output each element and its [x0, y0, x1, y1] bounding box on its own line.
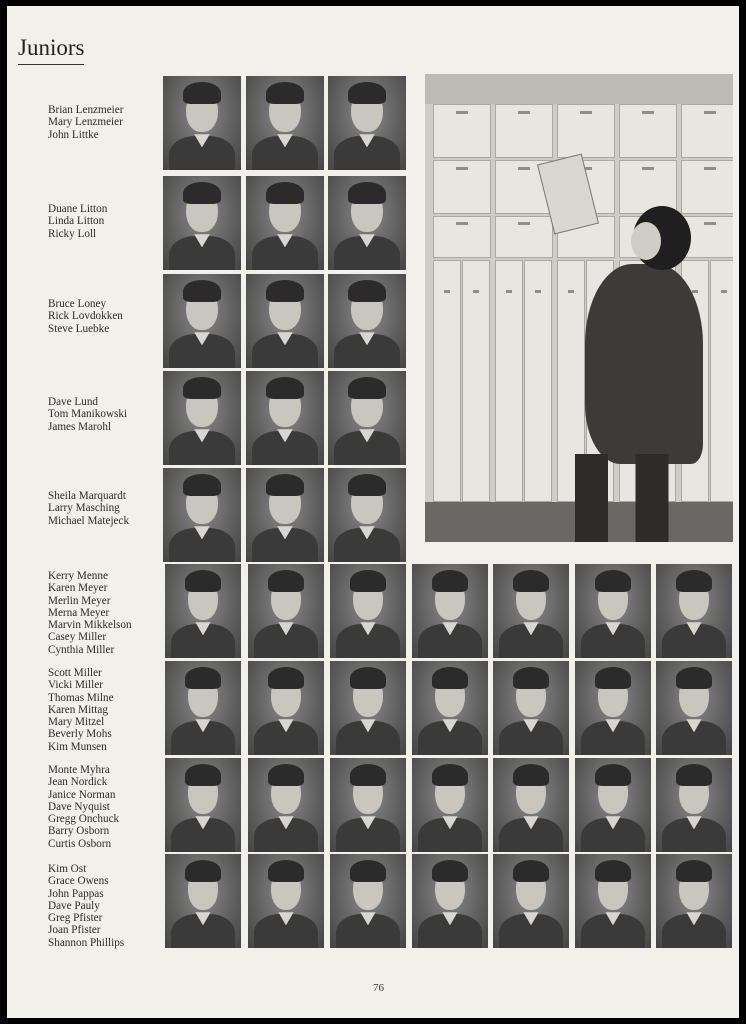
student-name: James Marohl: [48, 420, 112, 433]
name-list: [48, 570, 132, 656]
student-portrait: [165, 564, 241, 658]
student-portrait: [412, 564, 488, 658]
student-name: Shannon Phillips: [48, 936, 125, 949]
student-name: Merna Meyer: [48, 606, 110, 619]
yearbook-page: [7, 6, 739, 1018]
student-name: Kim Ost: [48, 863, 87, 875]
student-name: Karen Mittag: [48, 703, 108, 716]
student-name: Vicki Miller: [48, 679, 103, 692]
student-portrait: [493, 564, 569, 658]
student-name: Marvin Mikkelson: [48, 619, 132, 632]
student-name: Tom Manikowski: [48, 408, 128, 421]
name-list: [48, 764, 119, 850]
student-name: Grace Owens: [48, 875, 109, 888]
student-name: Dave Pauly: [48, 899, 100, 912]
student-portrait: [248, 854, 324, 948]
student-name: Mary Lenzmeier: [48, 116, 123, 129]
student-portrait: [656, 564, 732, 658]
student-portrait: [412, 661, 488, 755]
student-portrait: [165, 758, 241, 852]
student-portrait: [328, 468, 406, 562]
student-portrait: [412, 854, 488, 948]
student-name: Monte Myhra: [48, 764, 110, 776]
student-name: Dave Lund: [48, 396, 99, 408]
student-name: Duane Litton: [48, 203, 108, 215]
name-list: [48, 667, 114, 753]
student-name: Brian Lenzmeier: [48, 104, 124, 116]
student-name: Karen Meyer: [48, 582, 108, 595]
student-name: Thomas Milne: [48, 691, 114, 704]
student-name: Curtis Osborn: [48, 837, 112, 850]
student-portrait: [246, 76, 324, 170]
student-name: Kerry Menne: [48, 570, 108, 582]
student-name: Merlin Meyer: [48, 594, 111, 607]
student-portrait: [328, 371, 406, 465]
name-list: [48, 396, 127, 433]
student-name: Casey Miller: [48, 631, 107, 644]
student-portrait: [656, 854, 732, 948]
student-portrait: [575, 758, 651, 852]
student-name: Mary Mitzel: [48, 716, 105, 729]
page-number: 76: [373, 982, 384, 994]
student-portrait: [246, 176, 324, 270]
student-portrait: [248, 564, 324, 658]
student-portrait: [163, 468, 241, 562]
student-name: Beverly Mohs: [48, 728, 112, 741]
student-portrait: [656, 758, 732, 852]
student-portrait: [328, 274, 406, 368]
name-list: [48, 203, 107, 240]
student-name: Janice Norman: [48, 788, 116, 801]
student-name: Linda Litton: [48, 215, 105, 228]
student-name: Scott Miller: [48, 667, 102, 679]
student-name: Steve Luebke: [48, 322, 110, 335]
student-portrait: [246, 371, 324, 465]
student-portrait: [163, 76, 241, 170]
student-portrait: [575, 564, 651, 658]
student-portrait: [412, 758, 488, 852]
name-list: [48, 863, 124, 949]
student-portrait: [163, 176, 241, 270]
student-portrait: [330, 758, 406, 852]
student-portrait: [165, 854, 241, 948]
student-portrait: [575, 854, 651, 948]
student-portrait: [163, 371, 241, 465]
student-portrait: [330, 854, 406, 948]
student-name: Sheila Marquardt: [48, 490, 126, 502]
student-portrait: [165, 661, 241, 755]
student-portrait: [328, 176, 406, 270]
student-portrait: [493, 661, 569, 755]
name-list: [48, 104, 123, 141]
student-name: Gregg Onchuck: [48, 813, 120, 826]
student-name: Rick Lovdokken: [48, 310, 123, 323]
student-name: Jean Nordick: [48, 776, 108, 789]
student-portrait: [248, 661, 324, 755]
student-name: Greg Pfister: [48, 912, 103, 925]
locker-candid-photo: [425, 74, 733, 542]
student-portrait: [493, 854, 569, 948]
page-title: Juniors: [18, 34, 84, 65]
student-portrait: [328, 76, 406, 170]
student-portrait: [330, 661, 406, 755]
student-portrait: [246, 274, 324, 368]
student-portrait: [163, 274, 241, 368]
name-list: [48, 298, 123, 335]
student-portrait: [246, 468, 324, 562]
student-name: John Pappas: [48, 887, 104, 900]
student-portrait: [493, 758, 569, 852]
student-portrait: [330, 564, 406, 658]
student-name: Bruce Loney: [48, 298, 107, 310]
student-name: Joan Pfister: [48, 924, 101, 937]
student-name: Cynthia Miller: [48, 643, 115, 656]
student-portrait: [248, 758, 324, 852]
student-name: Barry Osborn: [48, 825, 110, 838]
student-name: Larry Masching: [48, 502, 120, 515]
student-name: John Littke: [48, 128, 99, 141]
student-name: Kim Munsen: [48, 740, 107, 753]
student-portrait: [575, 661, 651, 755]
name-list: [48, 490, 129, 527]
student-name: Ricky Loll: [48, 227, 97, 240]
student-name: Dave Nyquist: [48, 800, 110, 813]
student-portrait: [656, 661, 732, 755]
student-name: Michael Matejeck: [48, 514, 130, 527]
